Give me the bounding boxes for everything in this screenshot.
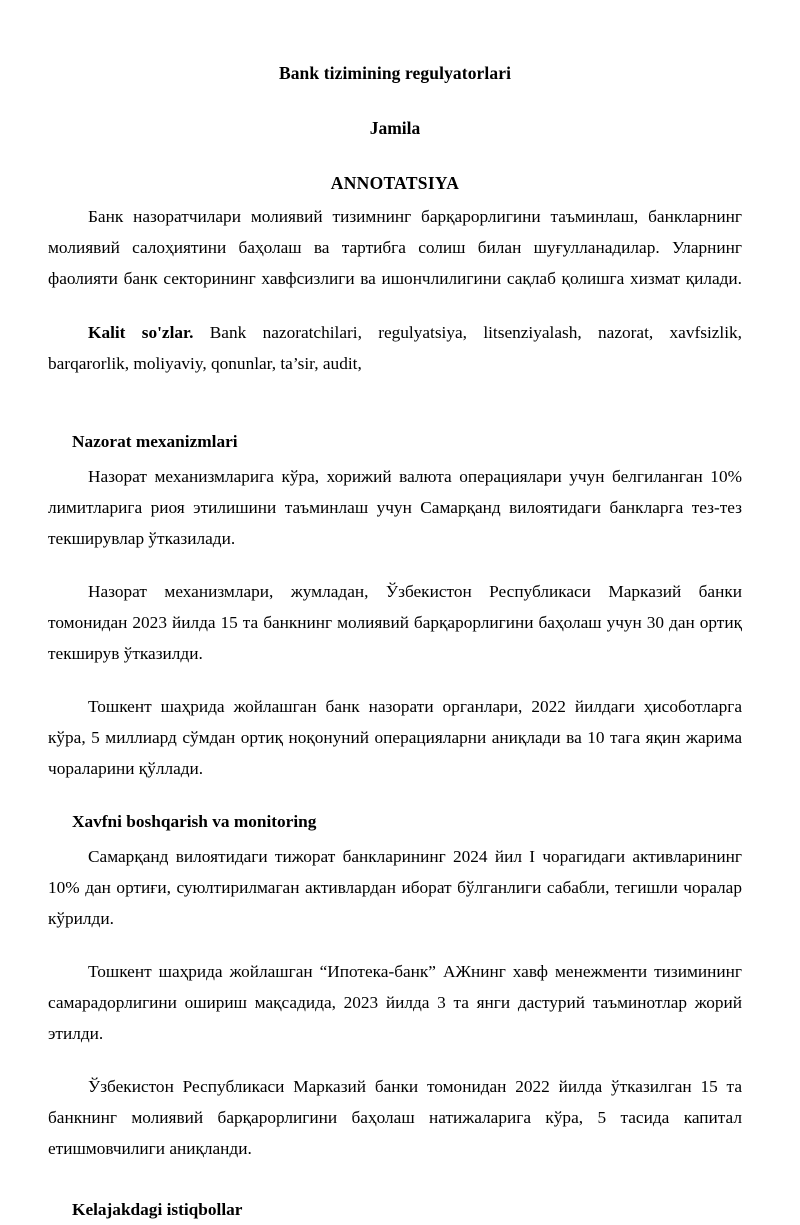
abstract-heading: ANNOTATSIYA [330, 173, 460, 193]
page-title: Bank tizimining regulyatorlari [278, 63, 512, 83]
section-paragraph: Тошкент шаҳрида жойлашган банк назорати органлари, 2022 йилдаги ҳисоботларга кўра, 5 миллиард сўмдан ортиқ ноқонуний операцияларни аниқлади ва 10 тага яқин жарима чораларини қўллади. [48, 697, 742, 778]
author-name: Jamila [369, 118, 421, 138]
section-paragraph: Назорат механизмларига кўра, хорижий валюта операциялари учун белгиланган 10% лимитларига риоя этилишини таъминлаш учун Самарқанд вилоятидаги банкларга тез-тез текширувлар ўтказилади. [48, 467, 742, 548]
section-heading-xavfni-boshqarish-va-monitoring: Xavfni boshqarish va monitoring [72, 812, 317, 831]
section-paragraph: Ўзбекистон Республикаси Марказий банки томонидан 2022 йилда ўтказилган 15 та банкнинг молиявий барқарорлигини баҳолаш натижаларига кўра, 5 тасида капитал етишмовчилиги аниқланди. [48, 1077, 742, 1158]
document-content [48, 0, 742, 1225]
section-heading-kelajakdagi-istiqbollar: Kelajakdagi istiqbollar [72, 1200, 243, 1219]
section-paragraph: Тошкент шаҳрида жойлашган “Ипотека-банк” АЖнинг хавф менежменти тизимининг самарадорлигини ошириш мақсадида, 2023 йилда 3 та янги дастурий таъминотлар жорий этилди. [48, 962, 742, 1043]
abstract-text: Банк назоратчилари молиявий тизимнинг барқарорлигини таъминлаш, банкларнинг молиявий салоҳиятини баҳолаш ва тартибга солиш билан шуғулланадилар. Уларнинг фаолияти банк секторининг хавфсизлиги ва ишончлилигини сақлаб қолишга хизмат қилади. [48, 207, 742, 288]
keywords-text [193, 323, 209, 342]
keywords-list: Bank nazoratchilari, regulyatsiya, litsenziyalash, nazorat, xavfsizlik, barqarorlik, moliyaviy, qonunlar, ta’sir, audit, [48, 323, 742, 373]
keywords-paragraph [48, 317, 742, 379]
keywords-label: Kalit so'zlar. [88, 323, 194, 342]
section-paragraph: Самарқанд вилоятидаги тижорат банкларининг 2024 йил I чорагидаги активларининг 10% дан ортиғи, суюлтирилмаган активлардан иборат бўлганлиги сабабли, тегишли чоралар кўрилди. [48, 847, 742, 928]
section-paragraph: Назорат механизмлари, жумладан, Ўзбекистон Республикаси Марказий банки томонидан 2023 йилда 15 та банкнинг молиявий барқарорлигини баҳолаш учун 30 дан ортиқ текширув ўтказилди. [48, 582, 742, 663]
section-heading-nazorat-mexanizmlari: Nazorat mexanizmlari [72, 432, 238, 451]
